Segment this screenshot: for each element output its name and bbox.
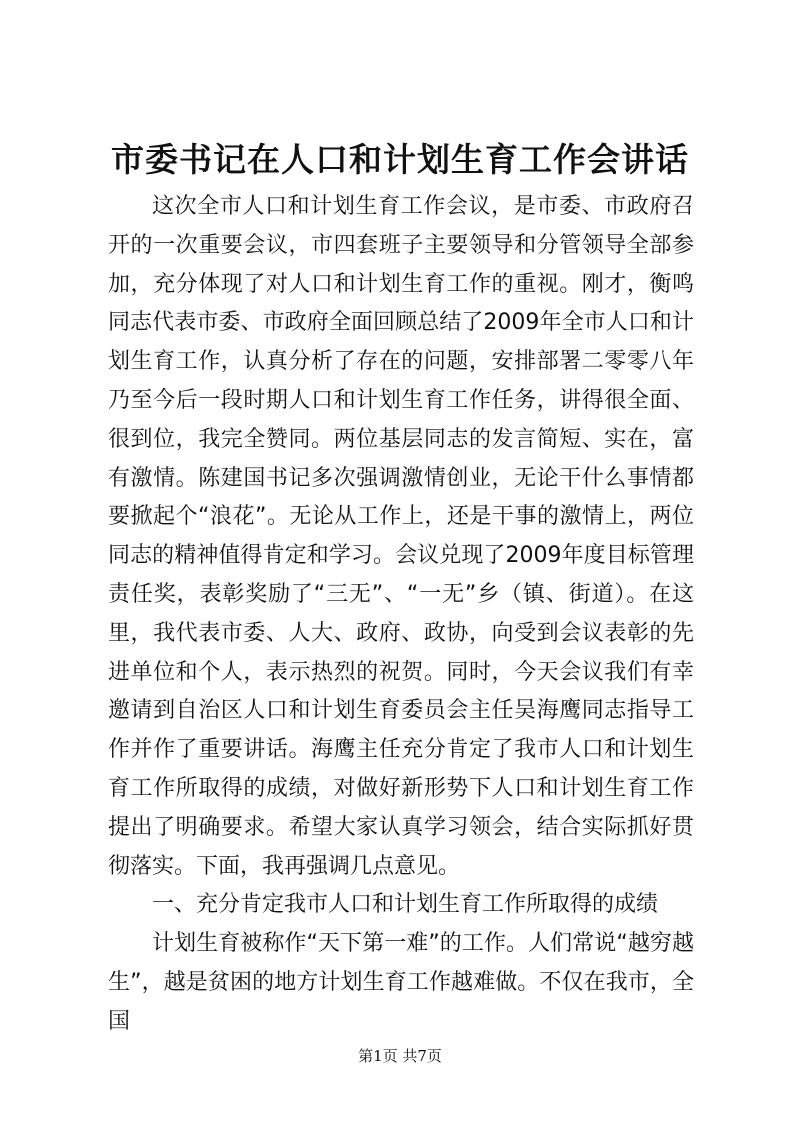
page-number-footer: 第1页 共7页 [358, 1047, 442, 1065]
document-body [108, 188, 694, 1042]
paragraph-intro: 这次全市人口和计划生育工作会议，是市委、市政府召开的一次重要会议，市四套班子主要领导和分管领导全部参加，充分体现了对人口和计划生育工作的重视。刚才，衡鸣同志代表市委、市政府全面回顾总结了2009年全市人口和计划生育工作，认真分析了存在的问题，安排部署二零零八年乃至今后一段时期人口和计划生育工作任务，讲得很全面、很到位，我完全赞同。两位基层同志的发言简短、实在，富有激情。陈建国书记多次强调激情创业，无论干什么事情都要掀起个“浪花”。无论从工作上，还是干事的激情上，两位同志的精神值得肯定和学习。会议兑现了2009年度目标管理责任奖，表彰奖励了“三无”、“一无”乡（镇、街道）。在这里，我代表市委、人大、政府、政协，向受到会议表彰的先进单位和个人，表示热烈的祝贺。同时，今天会议我们有幸邀请到自治区人口和计划生育委员会主任吴海鹰同志指导工作并作了重要讲话。海鹰主任充分肯定了我市人口和计划生育工作所取得的成绩，对做好新形势下人口和计划生育工作提出了明确要求。希望大家认真学习领会，结合实际抓好贯彻落实。下面，我再强调几点意见。 [108, 194, 694, 879]
section-heading-1: 一、充分肯定我市人口和计划生育工作所取得的成绩 [152, 892, 659, 918]
document-title: 市委书记在人口和计划生育工作会讲话 [111, 140, 689, 179]
paragraph-section-1: 计划生育被称作“天下第一难”的工作。人们常说“越穷越生”，越是贫困的地方计划生育工作越难做。不仅在我市，全国 [108, 931, 694, 1034]
